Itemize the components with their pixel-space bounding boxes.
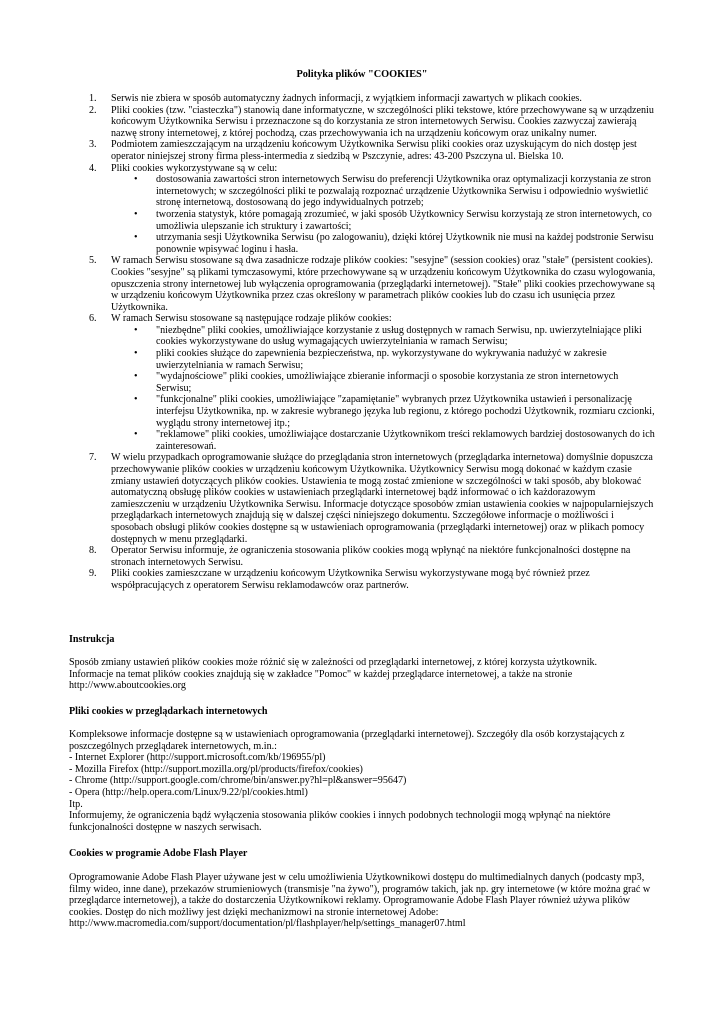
paragraph-line: Itp. [69,798,83,810]
list-number: 8. [89,545,97,557]
list-item [0,105,656,140]
bullet-icon: • [134,174,138,186]
list-number: 3. [89,139,97,151]
list-number: 5. [89,255,97,267]
browser-link[interactable]: - Chrome (http://support.google.com/chrome/bin/answer.py?hl=pl&answer=95647) [69,775,407,787]
list-number: 4. [89,162,97,174]
list-item-text: W ramach Serwisu stosowane są następujące rodzaje plików cookies: [111,313,392,325]
browser-link[interactable]: - Mozilla Firefox (http://support.mozilla.org/pl/products/firefox/cookies) [69,763,363,775]
list-item [0,93,656,105]
bullet-item: • dostosowania zawartości stron internetowych Serwisu do preferencji Użytkownika oraz optymalizacji korzystania ze stron internetowych; w szczególności pliki te pozwalają rozpoznać urządzenie Użytkownika Serwisu i odpowiednio wyświetlić stronę internetową, dostosowaną do jego indywidualnych potrzeb; [134,174,651,209]
bullet-icon: • [134,208,138,220]
przegladarki-body [69,729,659,833]
page-title: Polityka plików "COOKIES" [296,69,428,80]
bullet-item: • "niezbędne" pliki cookies, umożliwiające korzystanie z usług dostępnych w ramach Serwisu, np. uwierzytelniające pliki cookies wykorzystywane do usług wymagających uwierzytelniania w ramach Serwisu; [134,324,642,348]
bullet-item: • "funkcjonalne" pliki cookies, umożliwiające "zapamiętanie" wybranych przez Użytkownika ustawień i personalizację interfejsu Użytkownika, np. w zakresie wybranego języka lub regionu, z którego pochodzi Użytkownik, rozmiaru czcionki, wyglądu strony internetowej itp.; [134,394,655,429]
list-item-text: Podmiotem zamieszczającym na urządzeniu końcowym Użytkownika Serwisu pliki cookies oraz uzyskującym do nich dostęp jest operator niniejszej strony firma pless-intermedia z siedzibą w Pszczynie, adres: 43-200 Pszczyna ul. Bielska 10. [111,139,637,162]
list-item-text: Serwis nie zbiera w sposób automatyczny żadnych informacji, z wyjątkiem informacji zawartych w plikach cookies. [111,93,582,104]
bullet-item: • pliki cookies służące do zapewnienia bezpieczeństwa, np. wykorzystywane do wykrywania nadużyć w zakresie uwierzytelniania w ramach Serwisu; [134,348,607,371]
list-item-text: W ramach Serwisu stosowane są dwa zasadnicze rodzaje plików cookies: "sesyjne" (session cookies) oraz "stałe" (persistent cookies). Cookies "sesyjne" są plikami tymczasowymi, które przechowywane są w urządzeniu końcowym Użytkownika do czasu wylogowania, opuszczenia strony internetowej lub wyłączenia oprogramowania (przeglądarki internetowej). "Stałe" pliki cookies przechowywane są w urządzeniu końcowym Użytkownika przez czas określony w parametrach plików cookies lub do czasu ich usunięcia przez Użytkownika. [111,255,656,313]
list-item [0,568,656,591]
list-item [0,163,656,256]
bullet-list [111,174,656,255]
list-item [0,545,656,568]
list-number: 2. [89,104,97,116]
link-text[interactable]: http://www.macromedia.com/support/documentation/pl/flashplayer/help/settings_manager07.html [69,918,466,930]
browser-link[interactable]: - Internet Explorer (http://support.microsoft.com/kb/196955/pl) [69,752,326,764]
section-instrukcja [69,634,659,646]
bullet-item: • "wydajnościowe" pliki cookies, umożliwiające zbieranie informacji o sposobie korzystania ze stron internetowych Serwisu; [134,371,619,394]
bullet-icon: • [134,348,138,360]
section-przegladarki [69,706,659,718]
list-item-text: Operator Serwisu informuje, że ograniczenia stosowania plików cookies mogą wpłynąć na niektóre funkcjonalności dostępne na stronach internetowych Serwisu. [111,545,631,568]
list-number: 6. [89,313,97,325]
list-item-text: Pliki cookies (tzw. "ciasteczka") stanowią dane informatyczne, w szczególności pliki tekstowe, które przechowywane są w urządzeniu końcowym Użytkownika Serwisu i przeznaczone są do korzystania ze stron internetowych Serwisu. Cookies zazwyczaj zawierają nazwę strony internetowej, z której pochodzą, czas przechowywania ich na urządzeniu końcowym oraz unikalny numer. [111,104,654,139]
bullet-item: • utrzymania sesji Użytkownika Serwisu (po zalogowaniu), dzięki której Użytkownik nie musi na każdej podstronie Serwisu ponownie wpisywać loginu i hasła. [134,232,654,255]
paragraph: Kompleksowe informacje dostępne są w ustawieniach oprogramowania (przeglądarki internetowej). Szczegóły dla osób korzystających z poszczególnych przeglądarek internetowych, m.in.: [69,729,625,752]
list-item [0,313,656,452]
list-item-text: Pliki cookies zamieszczane w urządzeniu końcowym Użytkownika Serwisu wykorzystywane mogą być również przez współpracujących z operatorem Serwisu reklamodawców oraz partnerów. [111,568,590,591]
link-text[interactable]: http://www.aboutcookies.org [69,680,186,692]
list-item [0,452,656,545]
bullet-icon: • [134,371,138,383]
bullet-icon: • [134,232,138,244]
paragraph: Oprogramowanie Adobe Flash Player używane jest w celu umożliwienia Użytkownikowi dostępu do multimedialnych danych (podcasty mp3, filmy wideo, inne dane), przekazów strumieniowych (transmisje "na żywo"), programów takich, jak np. gry internetowe (w które można grać w przeglądarce internetowej), a także do dostarczenia Użytkownikowi reklamy. Oprogramowanie Adobe Flash Player również używa plików cookies. Dostęp do nich możliwy jest dzięki mechanizmowi na stronie internetowej Adobe: [69,872,651,918]
bullet-item: • tworzenia statystyk, które pomagają zrozumieć, w jaki sposób Użytkownicy Serwisu korzystają ze stron internetowych, co umożliwia ulepszanie ich struktury i zawartości; [134,208,652,232]
flash-body [69,872,659,930]
paragraph-line: Sposób zmiany ustawień plików cookies może różnić się w zależności od przeglądarki internetowej, z której korzysta użytkownik. [69,657,598,668]
bullet-icon: • [134,394,138,406]
list-number: 1. [89,93,97,104]
section-flash [69,848,659,860]
list-item-text: Pliki cookies wykorzystywane są w celu: [111,162,278,174]
bullet-icon: • [134,429,138,441]
list-number: 7. [89,452,97,464]
bullet-item: • "reklamowe" pliki cookies, umożliwiające dostarczanie Użytkownikom treści reklamowych bardziej dostosowanych do ich zainteresowań. [134,429,655,452]
paragraph-line: Informacje na temat plików cookies znajdują się w zakładce "Pomoc" w każdej przeglądarce internetowej, a także na stronie [69,668,573,680]
bullet-list [111,325,656,453]
list-item [0,139,656,162]
paragraph: Informujemy, że ograniczenia bądź wyłączenia stosowania plików cookies i innych podobnych technologii mogą wpłynąć na niektóre funkcjonalności dostępne w naszych serwisach. [69,810,611,833]
browser-link[interactable]: - Opera (http://help.opera.com/Linux/9.22/pl/cookies.html) [69,786,308,798]
list-item [0,255,656,313]
bullet-icon: • [134,324,138,336]
numbered-list [0,93,724,592]
list-item-text: W wielu przypadkach oprogramowanie służące do przeglądania stron internetowych (przeglądarka internetowa) domyślnie dopuszcza przechowywanie plików cookies w urządzeniu końcowym Użytkownika. Użytkownicy Serwisu mogą dokonać w każdym czasie zmiany ustawień dotyczących plików cookies. Ustawienia te mogą zostać zmienione w szczególności w taki sposób, aby blokować automatyczną obsługę plików cookies w ustawieniach przeglądarki internetowej bądź informować o ich każdorazowym zamieszczeniu w urządzeniu Użytkownika Serwisu. Informacje dotyczące sposobów zmian ustawienia cookies w najpopularniejszych przeglądarkach internetowych znajdują się w dalszej części niniejszego dokumentu. Szczegółowe informacje o możliwości i sposobach obsługi plików cookies dostępne są w ustawieniach oprogramowania (przeglądarki internetowej) oraz w plikach pomocy dostępnych w menu przeglądarki. [111,452,654,545]
section-heading: Cookies w programie Adobe Flash Player [69,848,248,859]
instrukcja-body [69,657,659,692]
section-heading: Instrukcja [69,634,115,645]
list-number: 9. [89,568,97,580]
section-heading: Pliki cookies w przeglądarkach internetowych [69,706,268,717]
